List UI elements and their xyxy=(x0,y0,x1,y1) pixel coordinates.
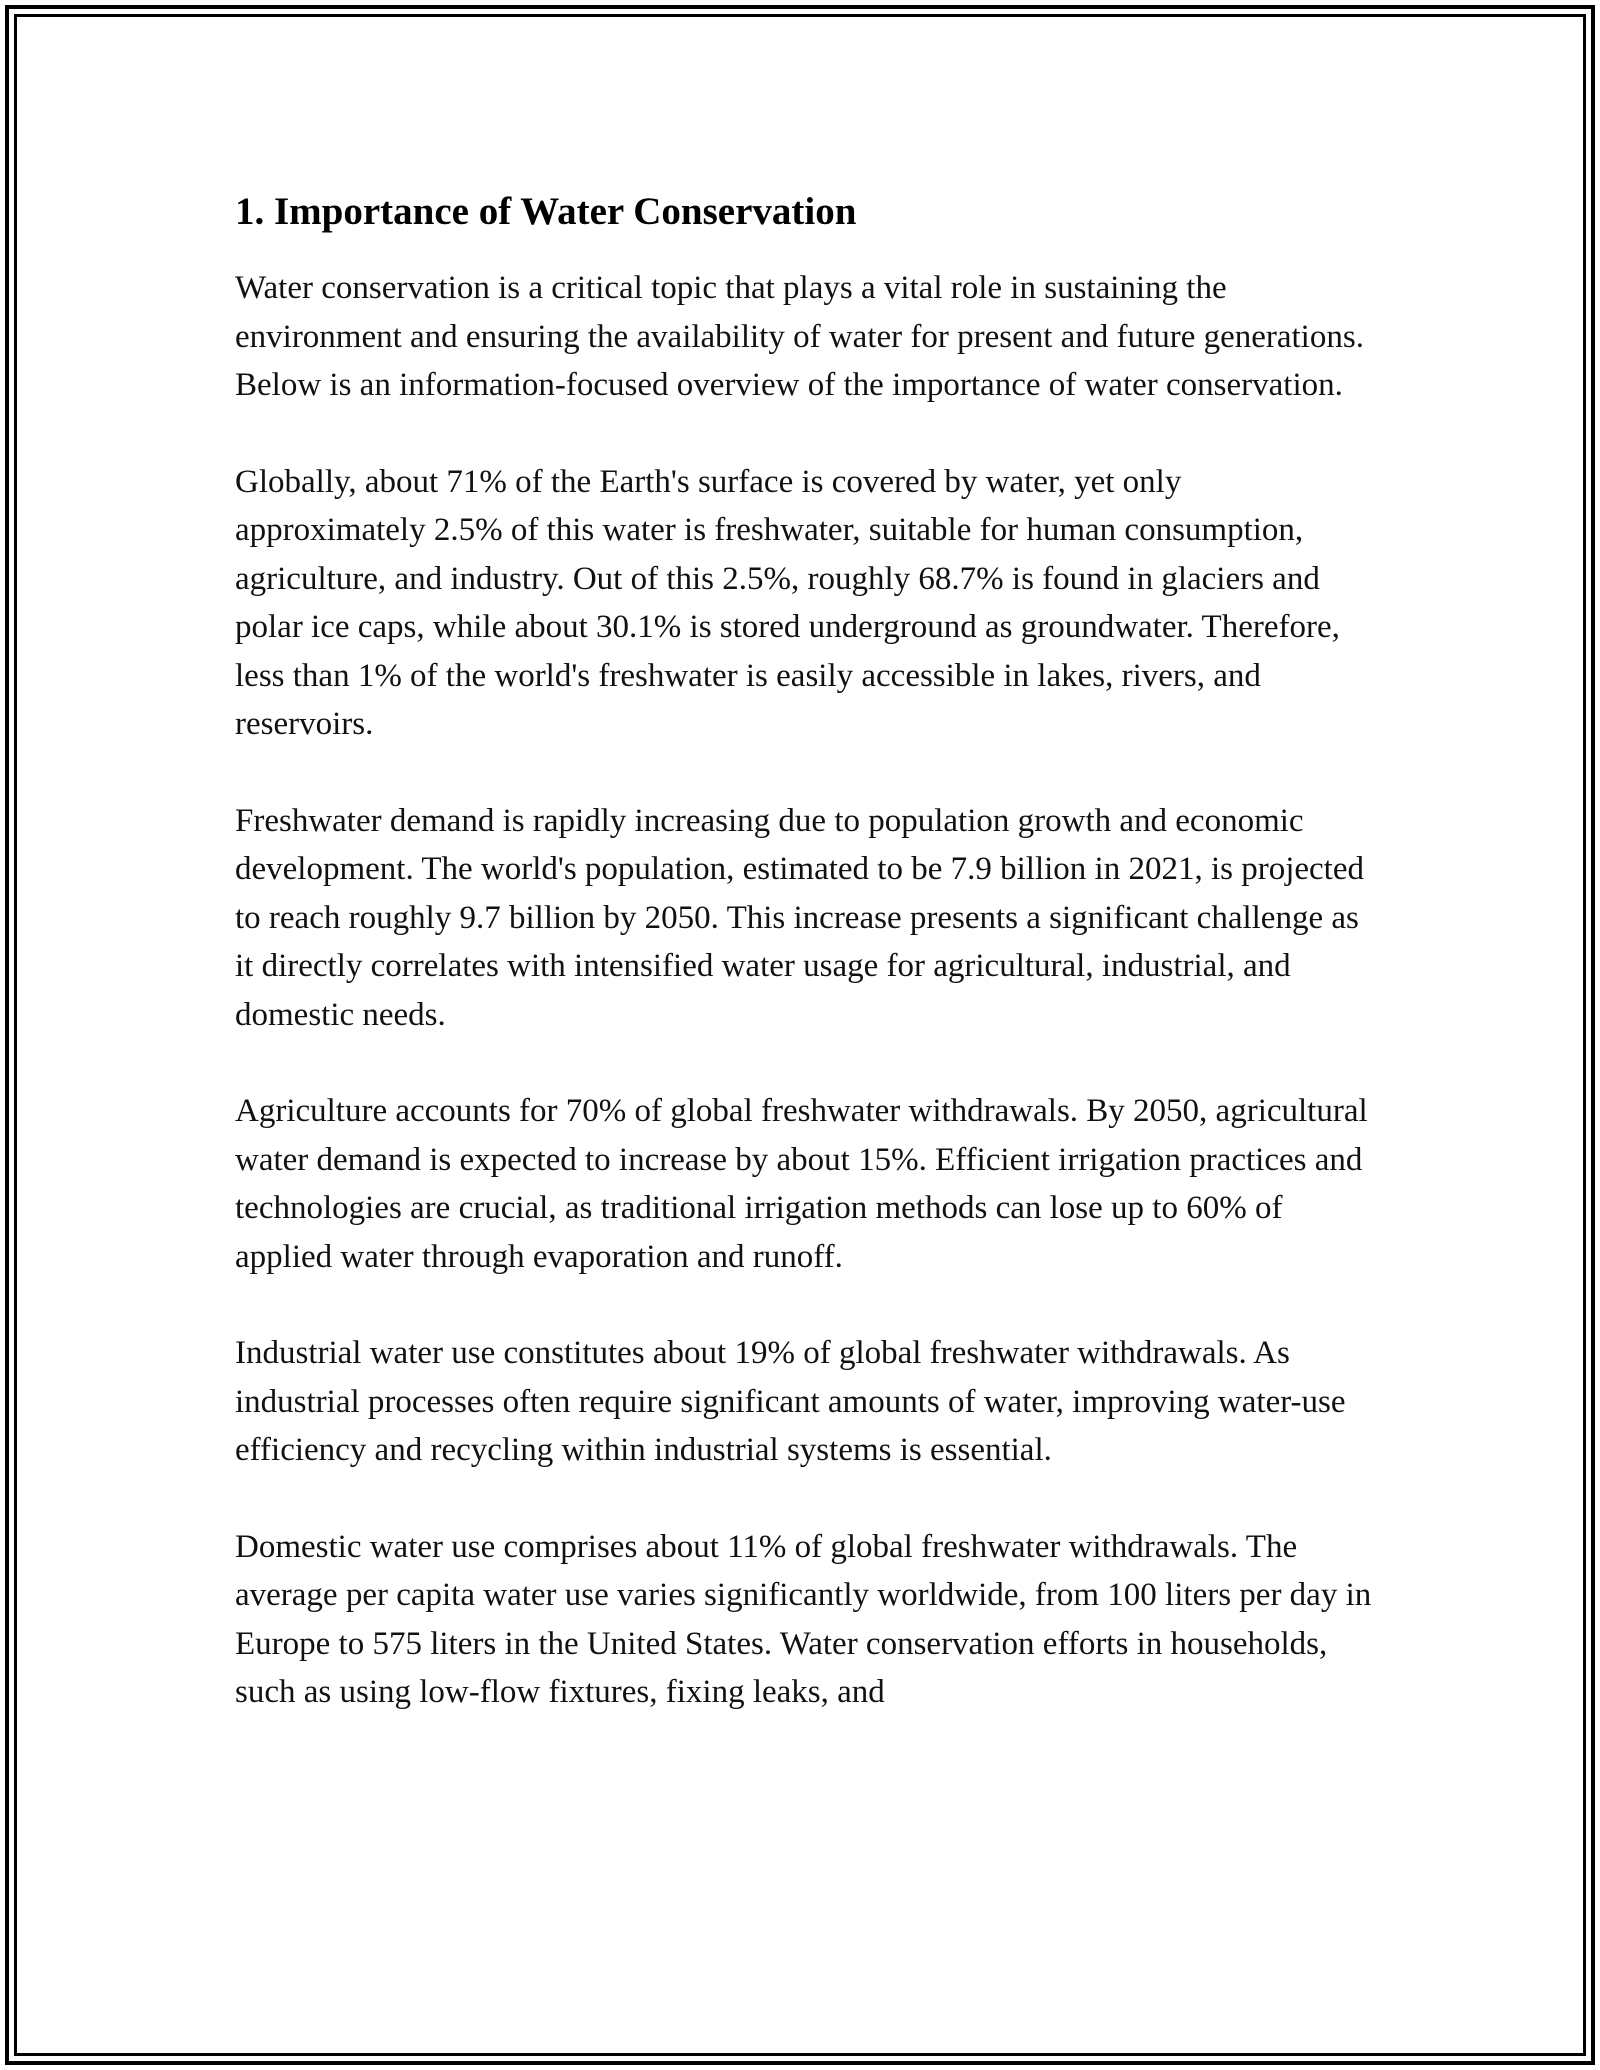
paragraph-freshwater-distribution: Globally, about 71% of the Earth's surface is covered by water, yet only approximately 2.5% of this water is freshwater, suitable for human consumption, agriculture, and industry. Out of this 2.5%, roughly 68.7% is found in glaciers and polar ice caps, while about 30.1% is stored underground as groundwater. Therefore, less than 1% of the world's freshwater is easily accessible in lakes, rivers, and reservoirs. xyxy=(235,463,1340,742)
section-heading: 1. Importance of Water Conservation xyxy=(235,190,857,233)
paragraph-intro: Water conservation is a critical topic that plays a vital role in sustaining the environment and ensuring the availability of water for present and future generations. Below is an information-focused overview of the importance of water conservation. xyxy=(235,270,1364,403)
paragraph-demand-growth: Freshwater demand is rapidly increasing due to population growth and economic development. The world's population, estimated to be 7.9 billion in 2021, is projected to reach roughly 9.7 billion by 2050. This increase presents a significant challenge as it directly correlates with intensified water usage for agricultural, industrial, and domestic needs. xyxy=(235,802,1364,1033)
paragraph-industrial: Industrial water use constitutes about 19% of global freshwater withdrawals. As industrial processes often require significant amounts of water, improving water-use efficiency and recycling within industrial systems is essential. xyxy=(235,1335,1346,1468)
document-body xyxy=(235,186,1375,1765)
paragraph-domestic: Domestic water use comprises about 11% of global freshwater withdrawals. The average per capita water use varies significantly worldwide, from 100 liters per day in Europe to 575 liters in the United States. Water conservation efforts in households, such as using low-flow fixtures, fixing leaks, and xyxy=(235,1528,1372,1710)
paragraph-agriculture: Agriculture accounts for 70% of global freshwater withdrawals. By 2050, agricultural water demand is expected to increase by about 15%. Efficient irrigation practices and technologies are crucial, as traditional irrigation methods can lose up to 60% of applied water through evaporation and runoff. xyxy=(235,1093,1368,1275)
